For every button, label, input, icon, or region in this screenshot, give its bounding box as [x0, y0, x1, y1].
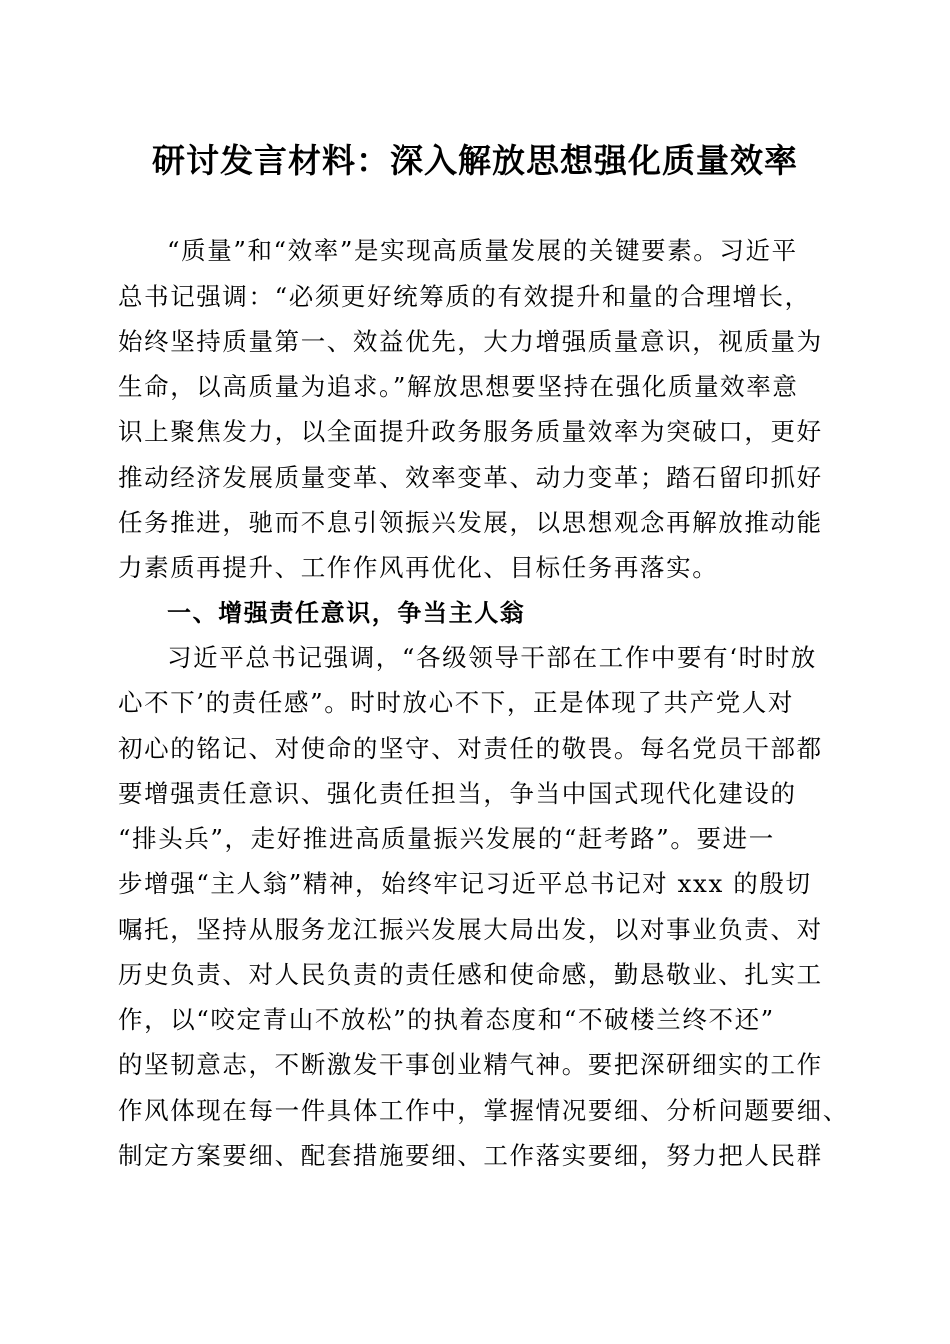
- paragraph-1-line-3: 始终坚持质量第一、效益优先，大力增强质量意识，视质量为: [118, 327, 823, 356]
- paragraph-2-line-7: 嘱托，坚持从服务龙江振兴发展大局出发，以对事业负责、对: [118, 915, 823, 944]
- paragraph-2-line-5: “排头兵”，走好推进高质量振兴发展的“赶考路”。要进一: [118, 824, 775, 853]
- paragraph-2-line-12: 制定方案要细、配套措施要细、工作落实要细，努力把人民群: [118, 1141, 823, 1170]
- paragraph-2-line-11: 作风体现在每一件具体工作中，掌握情况要细、分析问题要细、: [118, 1096, 849, 1125]
- document-title: 研讨发言材料：深入解放思想强化质量效率: [152, 141, 798, 180]
- paragraph-1-line-4: 生命，以高质量为追求。”解放思想要坚持在强化质量效率意: [118, 372, 799, 401]
- paragraph-1-line-2: 总书记强调：“必须更好统筹质的有效提升和量的合理增长，: [118, 282, 811, 311]
- paragraph-2-line-3: 初心的铭记、对使命的坚守、对责任的敬畏。每名党员干部都: [118, 734, 823, 763]
- paragraph-1-line-1: “质量”和“效率”是实现高质量发展的关键要素。习近平: [167, 236, 798, 265]
- paragraph-2-line-10: 的坚韧意志，不断激发干事创业精气神。要把深研细实的工作: [118, 1050, 823, 1079]
- paragraph-2-line-6: 步增强“主人翁”精神，始终牢记习近平总书记对 xxx 的殷切: [118, 869, 812, 898]
- paragraph-2-line-1: 习近平总书记强调，“各级领导干部在工作中要有‘时时放: [167, 643, 817, 672]
- paragraph-2-line-4: 要增强责任意识、强化责任担当，争当中国式现代化建设的: [118, 779, 797, 808]
- paragraph-1-line-6: 推动经济发展质量变革、效率变革、动力变革；踏石留印抓好: [118, 463, 823, 492]
- paragraph-1-line-5: 识上聚焦发力，以全面提升政务服务质量效率为突破口，更好: [118, 417, 823, 446]
- section-1-heading: 一、增强责任意识，争当主人翁: [167, 599, 526, 627]
- paragraph-1-line-8: 力素质再提升、工作作风再优化、目标任务再落实。: [118, 553, 719, 582]
- paragraph-2-line-2: 心不下’的责任感”。时时放心不下，正是体现了共产党人对: [118, 688, 795, 717]
- paragraph-1-line-7: 任务推进，驰而不息引领振兴发展，以思想观念再解放推动能: [118, 508, 823, 537]
- paragraph-2-line-8: 历史负责、对人民负责的责任感和使命感，勤恳敬业、扎实工: [118, 960, 823, 989]
- paragraph-2-line-9: 作，以“咬定青山不放松”的执着态度和“不破楼兰终不还”: [118, 1005, 775, 1034]
